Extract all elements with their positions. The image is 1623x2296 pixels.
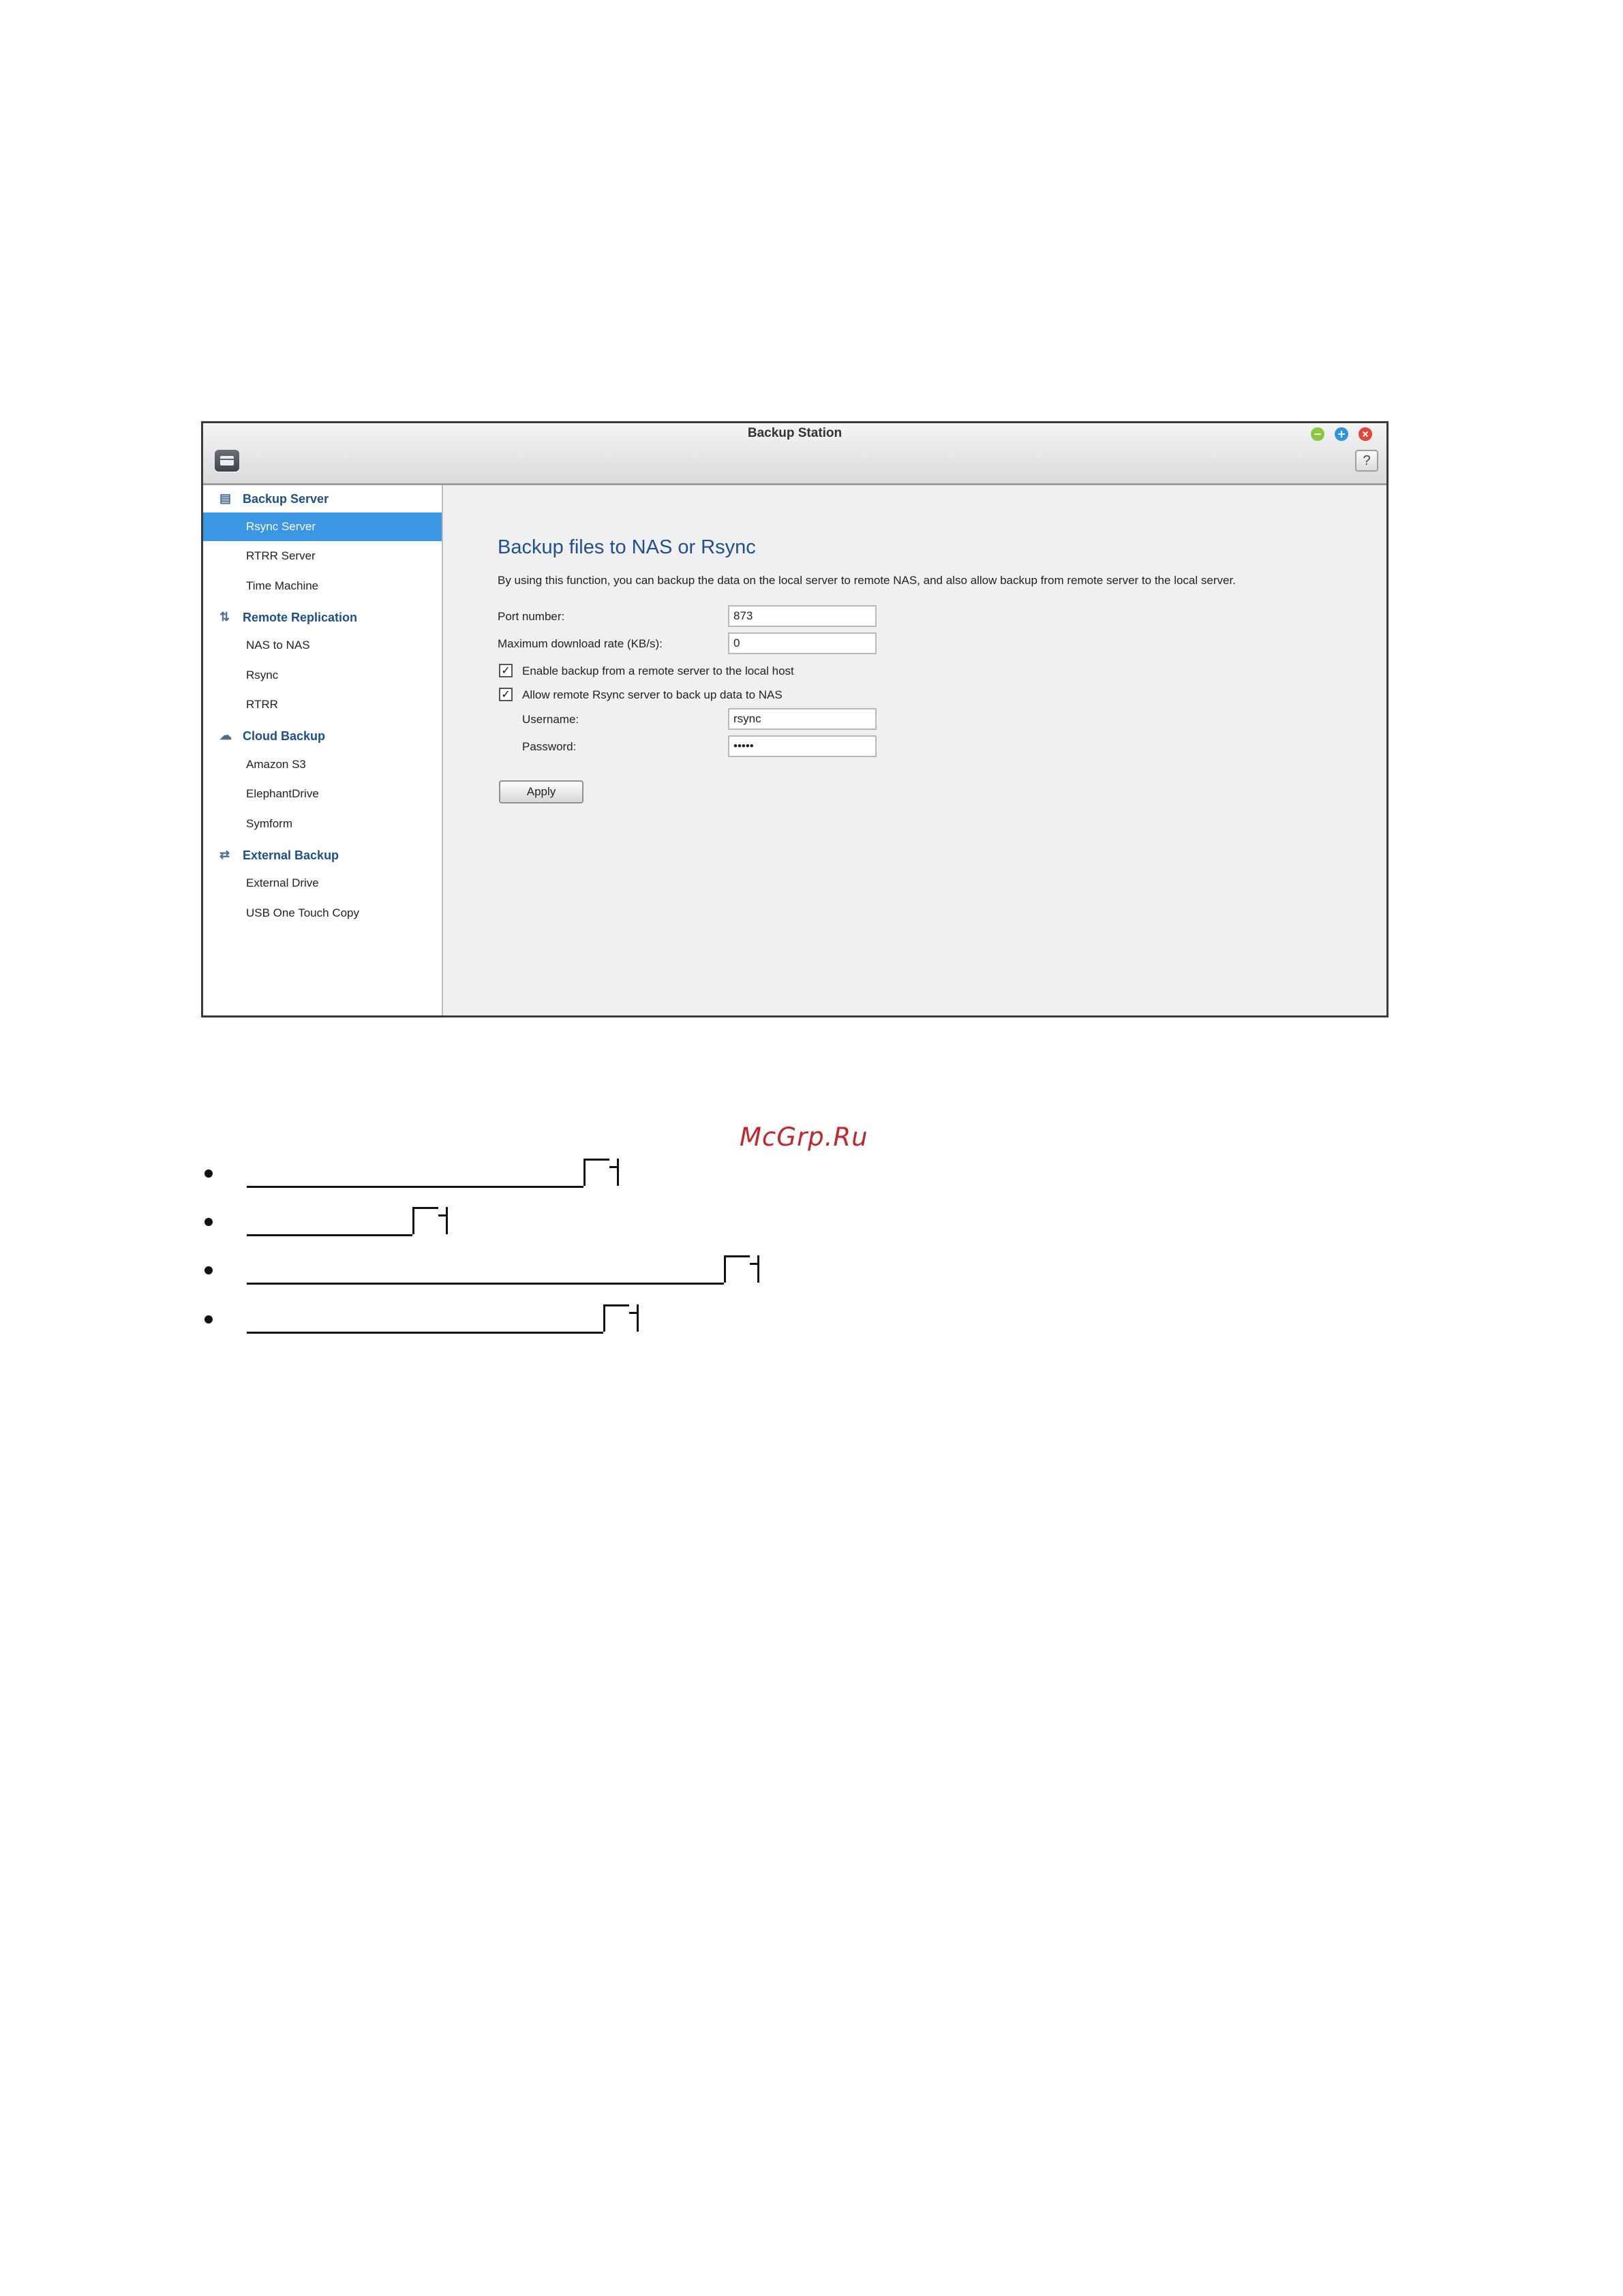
watermark-text: McGrp.Ru	[740, 1122, 868, 1152]
sidebar-item-external-drive[interactable]: External Drive	[246, 876, 319, 889]
username-label: Username:	[522, 713, 579, 726]
port-number-label: Port number:	[498, 610, 565, 623]
bullet-icon	[204, 1266, 213, 1274]
bullet-icon	[204, 1218, 213, 1226]
sidebar-item-usb-one-touch-copy[interactable]: USB One Touch Copy	[246, 906, 359, 919]
allow-rsync-label: Allow remote Rsync server to back up data to NAS	[522, 688, 783, 701]
max-download-rate-input[interactable]: 0	[728, 632, 877, 654]
sidebar-item-amazon-s3[interactable]: Amazon S3	[246, 758, 306, 771]
page-title: Backup files to NAS or Rsync	[498, 536, 756, 558]
allow-rsync-checkbox[interactable]: ✓	[499, 688, 513, 701]
enable-backup-checkbox[interactable]: ✓	[499, 664, 513, 677]
backup-station-window	[201, 421, 1389, 1017]
password-input[interactable]: •••••	[728, 735, 877, 757]
app-menu-icon[interactable]	[215, 450, 239, 472]
page-icon	[603, 1304, 639, 1332]
main-content	[443, 485, 1386, 1015]
title-bar	[203, 423, 1386, 485]
sync-icon: ⇄	[219, 848, 230, 861]
sidebar-item-rtrr-server[interactable]: RTRR Server	[246, 549, 316, 562]
description-text: By using this function, you can backup the data on the local server to remote NAS, and also allow backup from remote server to the local server.	[498, 574, 1236, 587]
link-underline[interactable]	[247, 1186, 583, 1188]
minimize-icon[interactable]	[1311, 427, 1324, 441]
page-icon	[724, 1255, 759, 1283]
link-underline[interactable]	[247, 1234, 412, 1236]
sidebar-item-nas-to-nas[interactable]: NAS to NAS	[246, 639, 310, 652]
password-label: Password:	[522, 740, 577, 753]
sidebar-item-rsync[interactable]: Rsync	[246, 669, 279, 682]
maximize-icon[interactable]	[1335, 427, 1348, 441]
max-download-rate-label: Maximum download rate (KB/s):	[498, 637, 663, 650]
server-icon: ▤	[219, 491, 232, 505]
bullet-icon	[204, 1169, 213, 1178]
sidebar-item-rsync-server[interactable]: Rsync Server	[203, 512, 442, 541]
username-input[interactable]: rsync	[728, 708, 877, 730]
apply-button[interactable]: Apply	[499, 780, 583, 803]
sidebar-group-cloud-backup[interactable]: ☁ Cloud Backup	[219, 729, 326, 743]
replication-icon: ⇅	[219, 610, 230, 624]
sidebar-group-backup-server[interactable]: ▤ Backup Server	[219, 491, 329, 506]
bullet-icon	[204, 1315, 213, 1323]
enable-backup-label: Enable backup from a remote server to the local host	[522, 664, 794, 677]
link-underline[interactable]	[247, 1332, 603, 1334]
close-icon[interactable]	[1359, 427, 1372, 441]
page-icon	[583, 1159, 619, 1186]
page-icon	[412, 1207, 448, 1234]
sidebar-item-rtrr[interactable]: RTRR	[246, 698, 278, 711]
sidebar-group-external-backup[interactable]: ⇄ External Backup	[219, 848, 339, 862]
sidebar-group-remote-replication[interactable]: ⇅ Remote Replication	[219, 610, 358, 624]
sidebar-item-symform[interactable]: Symform	[246, 817, 292, 830]
help-button[interactable]: ?	[1355, 450, 1378, 472]
cloud-icon: ☁	[219, 729, 232, 742]
port-number-input[interactable]: 873	[728, 605, 877, 627]
sidebar-item-time-machine[interactable]: Time Machine	[246, 579, 319, 592]
sidebar-item-elephantdrive[interactable]: ElephantDrive	[246, 787, 319, 800]
window-title: Backup Station	[747, 426, 843, 440]
link-underline[interactable]	[247, 1283, 724, 1285]
sidebar	[203, 485, 443, 1015]
